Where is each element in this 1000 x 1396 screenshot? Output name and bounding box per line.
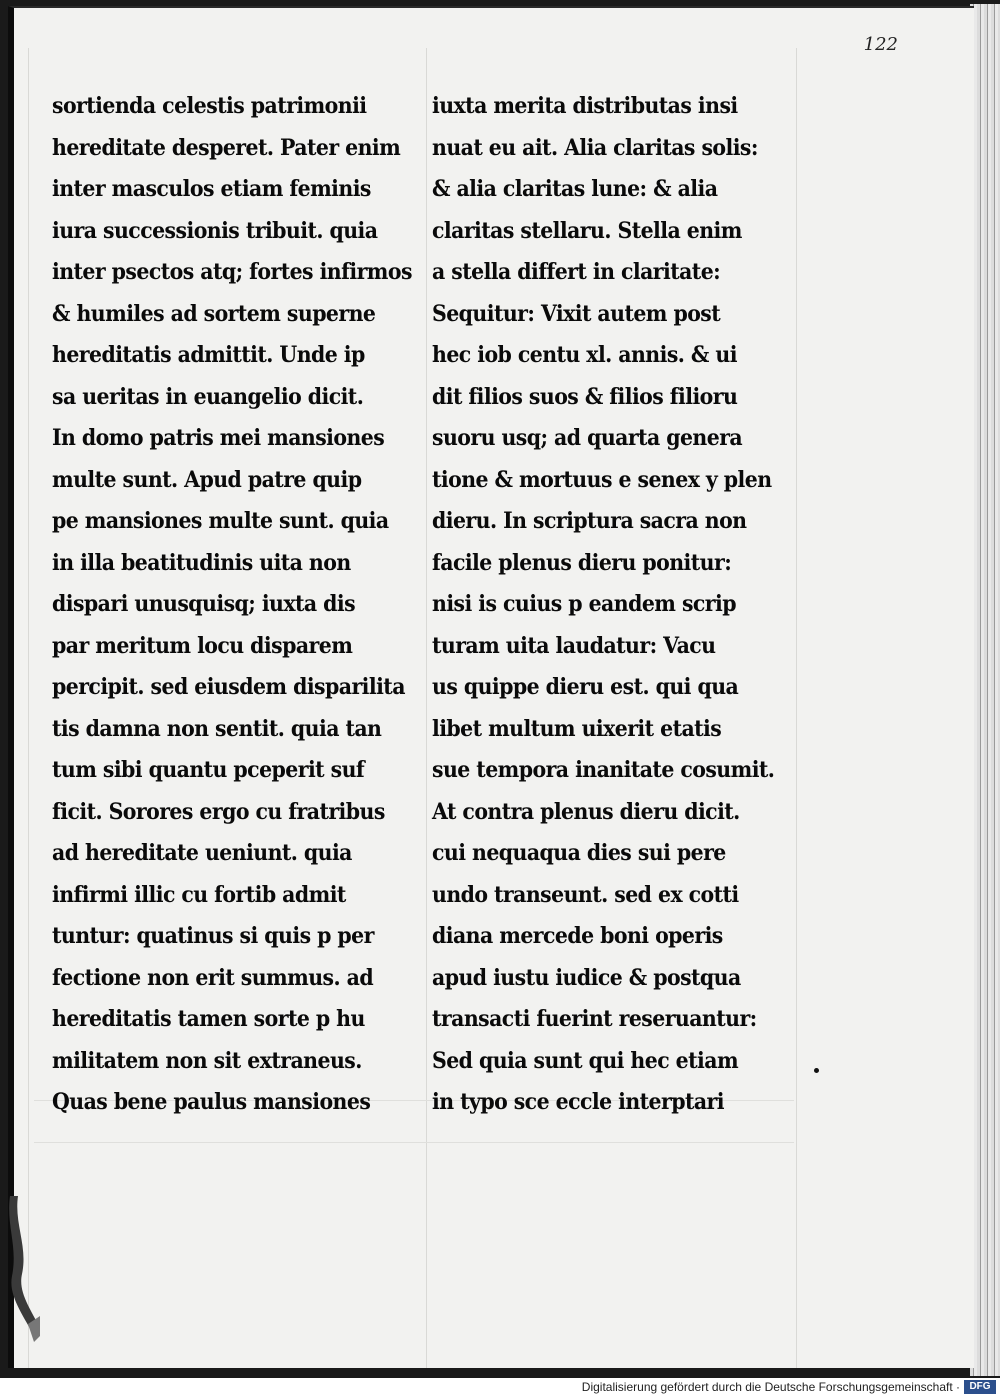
left-column-line: tuntur: quatinus si quis p per (52, 923, 374, 949)
left-column-line: sa ueritas in euangelio dicit. (52, 383, 364, 410)
left-column-line: in illa beatitudinis uita non (52, 549, 351, 576)
right-column-line: dit filios suos & filios filioru (432, 383, 738, 410)
right-text-column (432, 86, 800, 1124)
left-column-line: infirmi illic cu fortib admit (52, 881, 346, 908)
ink-dot (814, 1068, 819, 1073)
right-column-line: hec iob centu xl. annis. & ui (432, 342, 737, 368)
dfg-logo-icon: DFG (964, 1380, 996, 1394)
right-column-line: dieru. In scriptura sacra non (432, 508, 747, 534)
right-column-line: & alia claritas lune: & alia (432, 176, 718, 202)
left-column-line: Quas bene paulus mansiones (52, 1089, 371, 1115)
right-column-line: transacti fuerint reseruantur: (432, 1006, 757, 1032)
left-column-line: inter psectos atq; fortes infirmos (52, 259, 412, 285)
right-column-line: cui nequaqua dies sui pere (432, 840, 726, 866)
left-column-line: ficit. Sorores ergo cu fratribus (52, 798, 385, 825)
right-column-line: sue tempora inanitate cosumit. (432, 757, 775, 783)
right-column-line: diana mercede boni operis (432, 923, 723, 949)
left-column-line: tis damna non sentit. quia tan (52, 715, 382, 742)
left-column-line: hereditatis tamen sorte p hu (52, 1006, 365, 1032)
left-column-line: In domo patris mei mansiones (52, 425, 385, 451)
right-column-line: turam uita laudatur: Vacu (432, 632, 716, 659)
left-column-line: sortienda celestis patrimonii (52, 93, 367, 119)
footer-credit: Digitalisierung gefördert durch die Deutsche Forschungsgemeinschaft · (581, 1380, 960, 1394)
right-column-line: in typo sce eccle interptari (432, 1089, 724, 1115)
left-column-line: pe mansiones multe sunt. quia (52, 508, 389, 534)
left-column-line: par meritum locu disparem (52, 632, 353, 659)
right-column-line: iuxta merita distributas insi (432, 93, 738, 119)
right-column-line: Sed quia sunt qui hec etiam (432, 1047, 739, 1074)
right-column-line: tione & mortuus e senex y plen (432, 466, 772, 493)
left-column-line: militatem non sit extraneus. (52, 1047, 362, 1074)
right-column-line: claritas stellaru. Stella enim (432, 217, 742, 244)
right-column-line: At contra plenus dieru dicit. (432, 798, 740, 825)
right-column-line: Sequitur: Vixit autem post (432, 300, 721, 327)
right-column-line: suoru usq; ad quarta genera (432, 425, 743, 451)
bookmark-ribbon-icon (4, 1196, 40, 1346)
left-column-line: hereditatis admittit. Unde ip (52, 342, 365, 368)
left-column-line: hereditate desperet. Pater enim (52, 134, 401, 161)
right-column-line: libet multum uixerit etatis (432, 715, 722, 742)
right-column-line: a stella differt in claritate: (432, 259, 721, 285)
ruling-line (28, 48, 29, 1368)
left-column-line: tum sibi quantu pceperit suf (52, 757, 365, 783)
left-column-line: iura successionis tribuit. quia (52, 217, 378, 244)
left-column-line: ad hereditate ueniunt. quia (52, 840, 352, 866)
left-column-line: fectione non erit summus. ad (52, 964, 374, 991)
right-column-line: apud iustu iudice & postqua (432, 964, 741, 991)
right-column-line: facile plenus dieru ponitur: (432, 549, 732, 576)
left-column-line: & humiles ad sortem superne (52, 300, 376, 327)
left-column-line: inter masculos etiam feminis (52, 176, 371, 202)
ruling-line (34, 1142, 794, 1143)
right-column-line: nuat eu ait. Alia claritas solis: (432, 134, 758, 161)
page-edges (970, 4, 1000, 1376)
left-text-column (52, 86, 439, 1124)
right-column-line: nisi is cuius p eandem scrip (432, 591, 736, 617)
left-column-line: multe sunt. Apud patre quip (52, 466, 362, 493)
folio-number: 122 (863, 34, 898, 55)
right-column-line: us quippe dieru est. qui qua (432, 674, 739, 700)
left-column-line: dispari unusquisq; iuxta dis (52, 591, 356, 617)
right-column-line: undo transeunt. sed ex cotti (432, 881, 739, 908)
left-column-line: percipit. sed eiusdem disparilita (52, 674, 405, 700)
